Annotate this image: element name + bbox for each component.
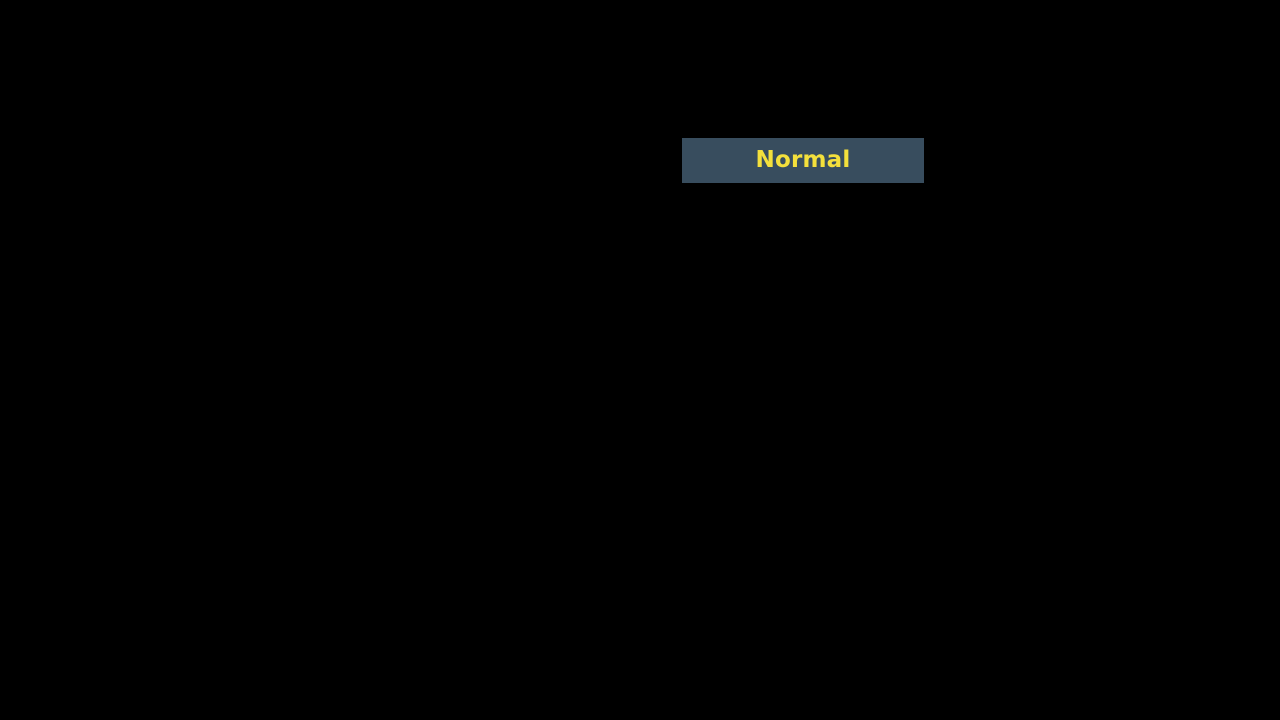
status-banner-label: Normal bbox=[755, 147, 851, 173]
status-banner[interactable] bbox=[682, 138, 924, 183]
